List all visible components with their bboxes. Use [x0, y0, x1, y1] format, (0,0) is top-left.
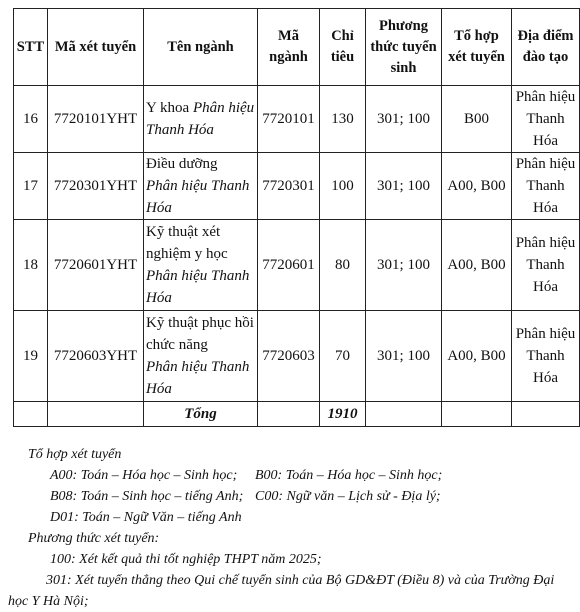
table-row [14, 311, 580, 402]
header-to-hop: Tổ hợp xét tuyển [442, 9, 512, 86]
cell-ma-nganh: 7720101 [258, 86, 320, 153]
cell-to-hop: B00 [442, 86, 512, 153]
header-stt: STT [14, 9, 48, 86]
combo-c00: C00: Ngữ văn – Lịch sử - Địa lý; [255, 489, 441, 504]
cell-to-hop: A00, B00 [442, 220, 512, 311]
cell-ma-xet-tuyen: 7720603YHT [48, 311, 144, 402]
cell-chi-tieu: 100 [320, 153, 366, 220]
total-value: 1910 [320, 402, 366, 427]
cell-dia-diem: Phân hiệu Thanh Hóa [512, 86, 580, 153]
cell-empty [258, 402, 320, 427]
subject-combo-line [28, 465, 574, 486]
cell-empty [442, 402, 512, 427]
major-campus-note: Phân hiệu Thanh Hóa [146, 178, 250, 216]
cell-dia-diem: Phân hiệu Thanh Hóa [512, 220, 580, 311]
cell-stt: 19 [14, 311, 48, 402]
header-ma-xet-tuyen: Mã xét tuyển [48, 9, 144, 86]
method-301-text: 301: Xét tuyển thẳng theo Qui chế tuyển sinh của Bộ GD&ĐT (Điều 8) và của Trường Đại học Y Hà Nội; [8, 573, 555, 609]
admissions-table [13, 8, 580, 427]
combo-d01: D01: Toán – Ngữ Văn – tiếng Anh [50, 510, 242, 525]
cell-chi-tieu: 80 [320, 220, 366, 311]
major-campus-note: Phân hiệu Thanh Hóa [146, 359, 250, 397]
cell-ten-nganh [144, 311, 258, 402]
cell-dia-diem: Phân hiệu Thanh Hóa [512, 153, 580, 220]
major-name: Điều dưỡng [146, 156, 218, 172]
table-row [14, 86, 580, 153]
header-dia-diem: Địa điểm đào tạo [512, 9, 580, 86]
combo-b08: B08: Toán – Sinh học – tiếng Anh; [50, 489, 244, 504]
table-row [14, 220, 580, 311]
cell-dia-diem: Phân hiệu Thanh Hóa [512, 311, 580, 402]
cell-to-hop: A00, B00 [442, 153, 512, 220]
subject-combo-line [28, 486, 574, 507]
major-campus-note: Phân hiệu Thanh Hóa [146, 100, 255, 138]
cell-to-hop: A00, B00 [442, 311, 512, 402]
notes-section [8, 444, 574, 612]
major-name: Y khoa [146, 100, 190, 116]
cell-ma-xet-tuyen: 7720601YHT [48, 220, 144, 311]
cell-ma-nganh: 7720301 [258, 153, 320, 220]
cell-chi-tieu: 70 [320, 311, 366, 402]
method-301 [8, 570, 574, 612]
cell-empty [48, 402, 144, 427]
cell-ma-nganh: 7720603 [258, 311, 320, 402]
cell-phuong-thuc: 301; 100 [366, 220, 442, 311]
major-campus-note: Phân hiệu Thanh Hóa [146, 268, 250, 306]
cell-ma-xet-tuyen: 7720101YHT [48, 86, 144, 153]
cell-stt: 18 [14, 220, 48, 311]
header-ma-nganh: Mã ngành [258, 9, 320, 86]
cell-empty [366, 402, 442, 427]
total-row [14, 402, 580, 427]
combo-a00: A00: Toán – Hóa học – Sinh học; [50, 468, 238, 483]
cell-empty [512, 402, 580, 427]
phuong-thuc-title: Phương thức xét tuyển: [28, 531, 160, 546]
method-100: 100: Xét kết quả thi tốt nghiệp THPT năm 2025; [50, 552, 322, 567]
cell-ten-nganh [144, 153, 258, 220]
header-phuong-thuc: Phương thức tuyển sinh [366, 9, 442, 86]
cell-chi-tieu: 130 [320, 86, 366, 153]
cell-stt: 17 [14, 153, 48, 220]
table-row [14, 153, 580, 220]
cell-ten-nganh [144, 86, 258, 153]
total-label: Tổng [144, 402, 258, 427]
cell-stt: 16 [14, 86, 48, 153]
table-header-row [14, 9, 580, 86]
major-name: Kỹ thuật xét nghiệm y học [146, 224, 228, 262]
cell-ma-xet-tuyen: 7720301YHT [48, 153, 144, 220]
cell-phuong-thuc: 301; 100 [366, 86, 442, 153]
cell-phuong-thuc: 301; 100 [366, 311, 442, 402]
to-hop-title: Tổ hợp xét tuyển [28, 447, 122, 462]
cell-ma-nganh: 7720601 [258, 220, 320, 311]
cell-phuong-thuc: 301; 100 [366, 153, 442, 220]
cell-empty [14, 402, 48, 427]
combo-b00: B00: Toán – Hóa học – Sinh học; [255, 468, 443, 483]
header-ten-nganh: Tên ngành [144, 9, 258, 86]
cell-ten-nganh [144, 220, 258, 311]
major-name: Kỹ thuật phục hồi chức năng [146, 315, 254, 353]
header-chi-tieu: Chỉ tiêu [320, 9, 366, 86]
